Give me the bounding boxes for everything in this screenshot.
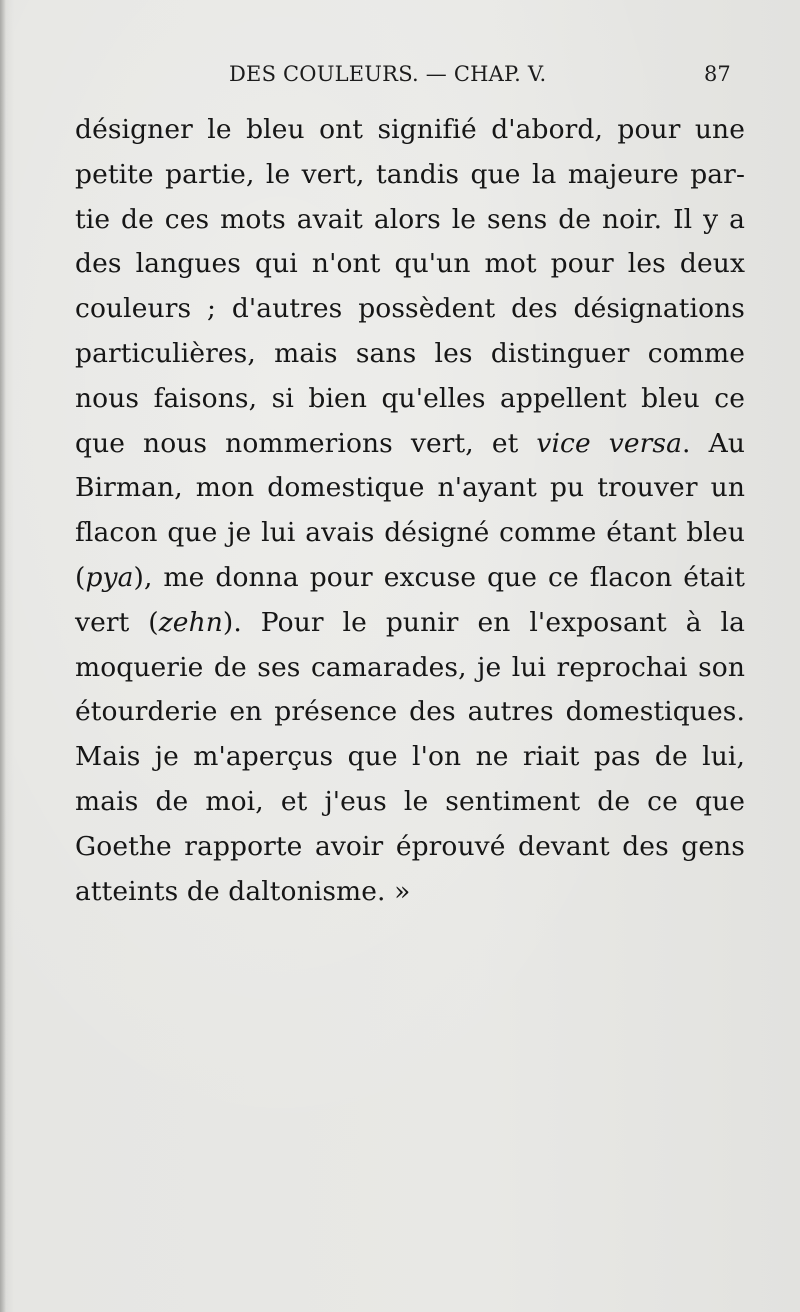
text-line: des langues qui n'ont qu'un mot pour les deux — [75, 248, 745, 280]
text-line: petite partie, le vert, tandis que la majeure par- — [75, 158, 745, 190]
text-line: Birman, mon domestique n'ayant pu trouver un — [75, 472, 745, 504]
running-head-title: DES COULEURS. — CHAP. V. — [229, 62, 547, 86]
text-segment: vert ( — [75, 606, 159, 638]
body-text — [75, 108, 745, 914]
text-segment: ), me donna pour excuse que ce flacon était — [133, 561, 745, 593]
text-line: flacon que je lui avais désigné comme étant bleu — [75, 517, 745, 549]
text-segment: ). Pour le punir en l'exposant à la — [222, 606, 745, 638]
text-segment: que nous nommerions vert, et — [75, 427, 537, 459]
text-line: Goethe rapporte avoir éprouvé devant des gens — [75, 830, 745, 862]
text-line — [75, 601, 745, 646]
text-line — [75, 422, 745, 467]
text-line: étourderie en présence des autres domestiques. — [75, 696, 745, 728]
text-line: Mais je m'aperçus que l'on ne riait pas de lui, — [75, 741, 745, 773]
text-segment: ( — [75, 561, 86, 593]
italic-word: zehn — [158, 606, 223, 638]
italic-phrase: vice versa — [536, 427, 683, 459]
text-line: nous faisons, si bien qu'elles appellent bleu ce — [75, 382, 745, 414]
text-line: particulières, mais sans les distinguer comme — [75, 337, 745, 369]
running-head — [0, 58, 800, 90]
text-line: couleurs ; d'autres possèdent des désignations — [75, 293, 745, 325]
text-line: désigner le bleu ont signifié d'abord, pour une — [75, 114, 745, 145]
text-line-last: atteints de daltonisme. » — [75, 875, 411, 907]
text-line: moquerie de ses camarades, je lui reprochai son — [75, 651, 745, 683]
text-line: tie de ces mots avait alors le sens de noir. Il y a — [75, 203, 745, 235]
text-segment: . Au — [682, 427, 745, 459]
text-line: mais de moi, et j'eus le sentiment de ce que — [75, 785, 745, 817]
text-line — [75, 556, 745, 601]
page-number: 87 — [704, 62, 731, 86]
italic-word: pya — [85, 561, 134, 593]
spine-shadow — [0, 0, 6, 1312]
